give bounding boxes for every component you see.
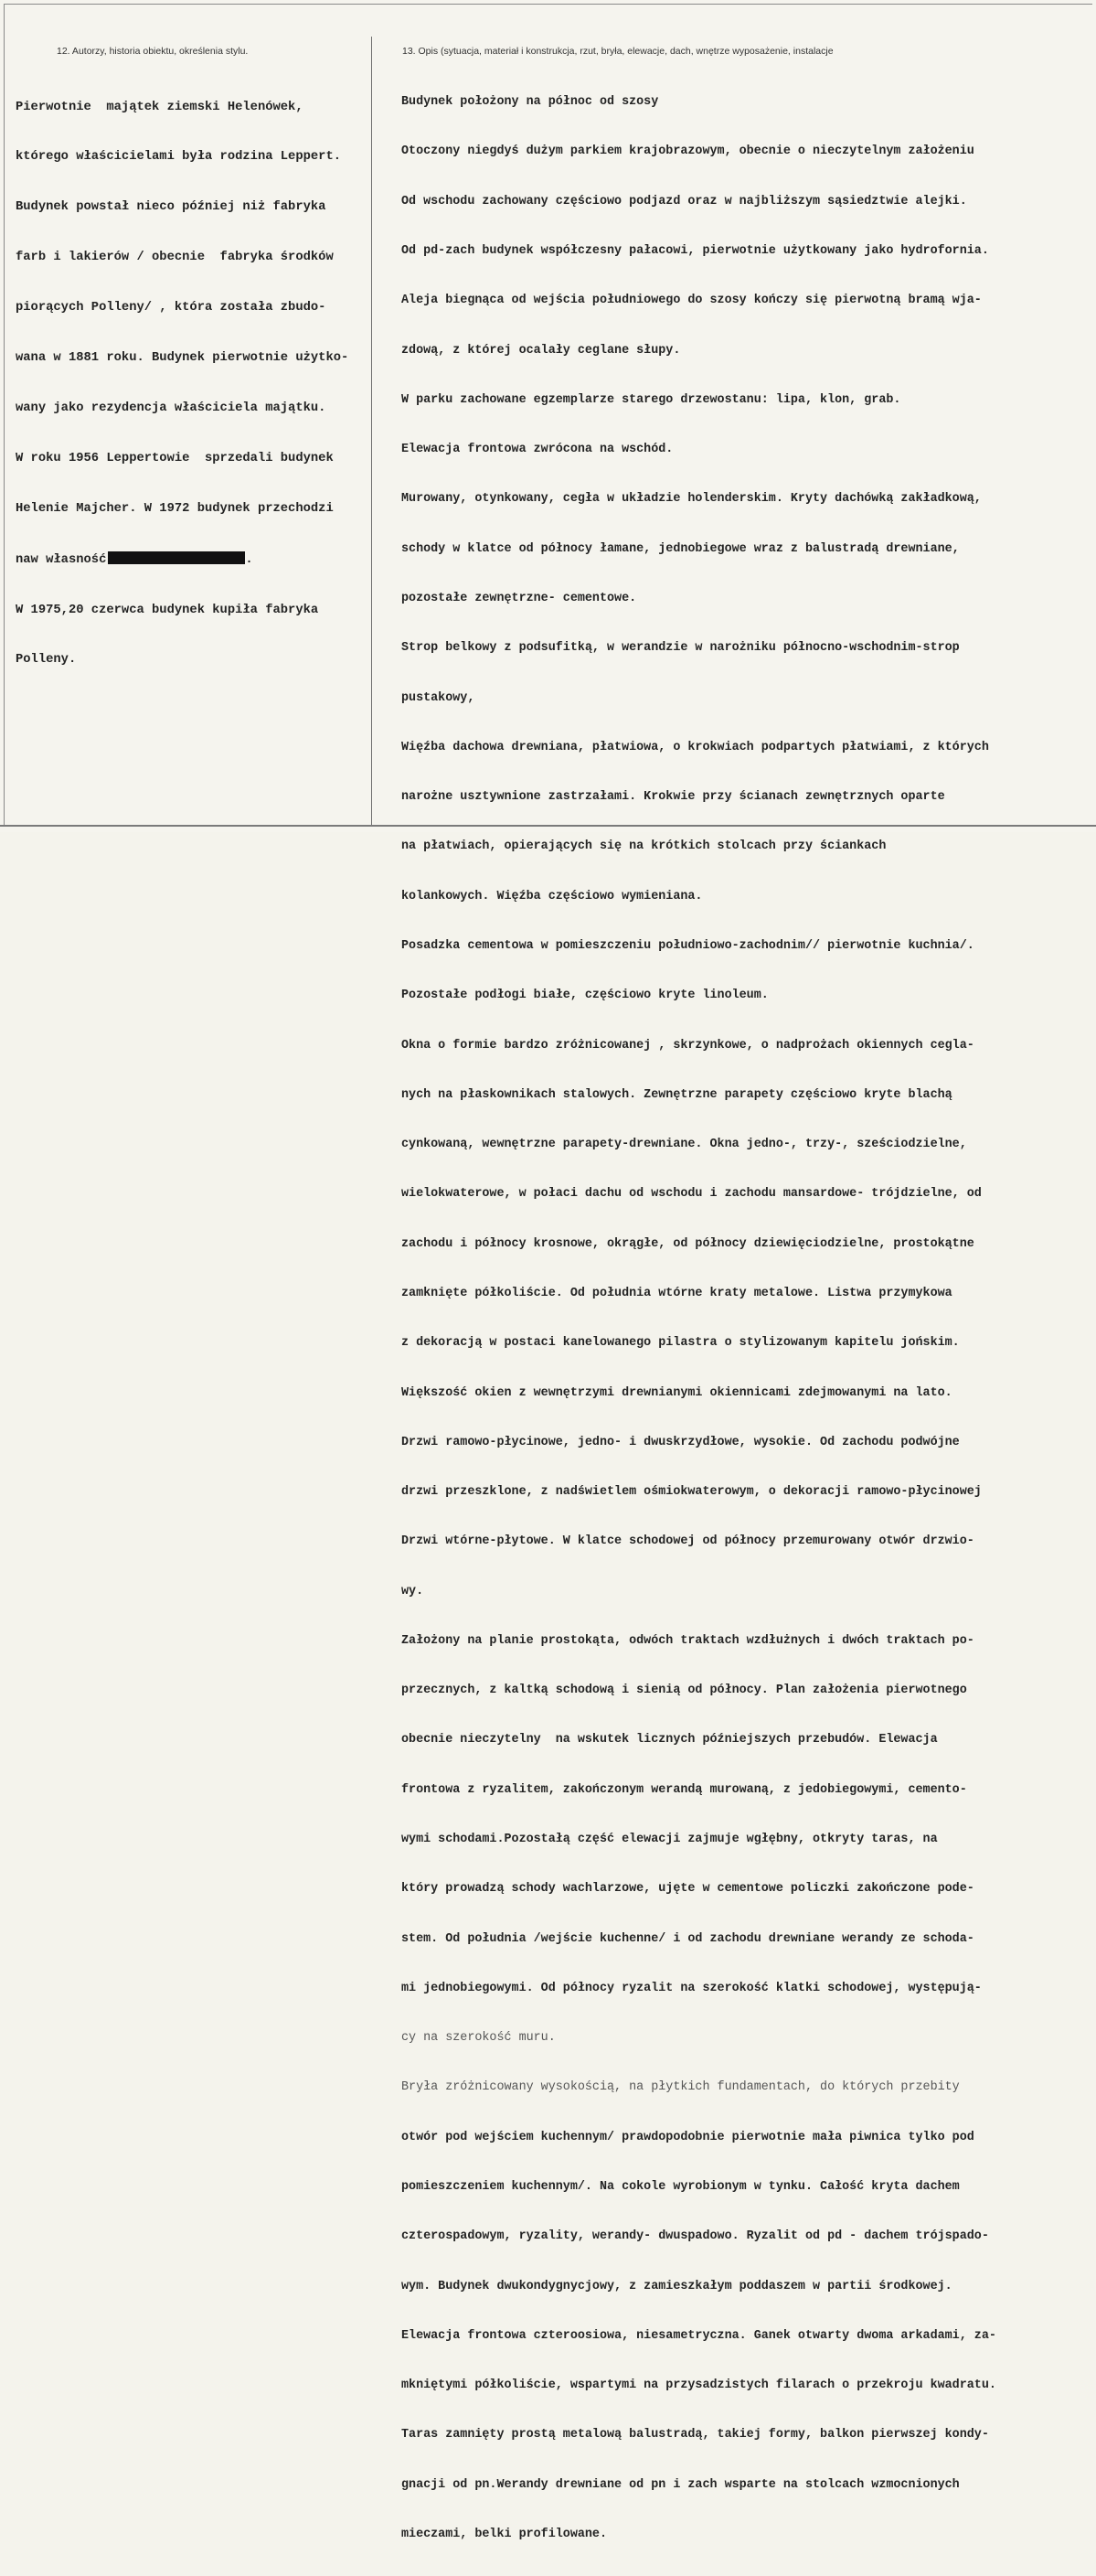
text-line: Murowany, otynkowany, cegła w układzie holenderskim. Kryty dachówką zakładkową, xyxy=(401,492,982,507)
text-line: pustakowy, xyxy=(401,690,475,705)
text-line: stem. Od południa /wejście kuchenne/ i od zachodu drewniane werandy ze schoda- xyxy=(401,1931,974,1946)
text-line: mkniętymi półkoliście, wspartymi na przysadzistych filarach o przekroju kwadratu. xyxy=(401,2378,996,2393)
text-line: cynkowaną, wewnętrzne parapety-drewniane. Okna jedno-, trzy-, sześciodzielne, xyxy=(401,1138,967,1152)
text-line: wielokwaterowe, w połaci dachu od wschodu i zachodu mansardowe- trójdzielne, od xyxy=(401,1187,982,1202)
text-line: wymi schodami.Pozostałą część elewacji zajmuje wgłębny, otkryty taras, na xyxy=(401,1833,938,1847)
text-line: piorących Polleny/ , która została zbudo- xyxy=(16,301,326,315)
text-line: wym. Budynek dwukondygnycjowy, z zamieszkałym poddaszem w partii środkowej. xyxy=(401,2279,952,2293)
text-line: pomieszczeniem kuchennym/. Na cokole wyrobionym w tynku. Całość kryta dachem xyxy=(401,2180,960,2194)
text-line: W roku 1956 Leppertowie sprzedali budynek xyxy=(16,451,334,465)
text-line: Helenie Majcher. W 1972 budynek przechodzi xyxy=(16,501,334,516)
redaction-bar xyxy=(108,551,245,564)
text-line: wana w 1881 roku. Budynek pierwotnie użytko- xyxy=(16,351,349,366)
text-line: Okna o formie bardzo zróżnicowanej , skrzynkowe, o nadprożach okiennych cegla- xyxy=(401,1038,974,1053)
text-line: na płatwiach, opierających się na krótkich stolcach przy ściankach xyxy=(401,839,887,854)
text-line: zdową, z której ocalały ceglane słupy. xyxy=(401,343,681,358)
text-line-redacted xyxy=(16,551,367,569)
text-line: Większość okien z wewnętrzymi drewnianymi okiennicami zdejmowanymi na lato. xyxy=(401,1385,952,1400)
text-line: Założony na planie prostokąta, odwóch traktach wzdłużnych i dwóch traktach po- xyxy=(401,1633,974,1648)
text-fragment: naw własność xyxy=(16,552,107,567)
text-line: mieczami, belki profilowane. xyxy=(401,2527,607,2541)
text-line: kolankowych. Więźba częściowo wymieniana. xyxy=(401,889,703,903)
section-12-text xyxy=(16,66,367,702)
text-line: Od pd-zach budynek współczesny pałacowi, pierwotnie użytkowany jako hydrofornia. xyxy=(401,244,989,259)
text-line: Od wschodu zachowany częściowo podjazd oraz w najbliższym sąsiedztwie alejki. xyxy=(401,194,967,208)
section-13-heading: 13. Opis (sytuacja, materiał i konstrukcja, rzut, bryła, elewacje, dach, wnętrze wyposażenie, instalacje xyxy=(402,46,834,57)
text-line: wy. xyxy=(401,1584,424,1598)
text-line: Drzwi wtórne-płytowe. W klatce schodowej od północy przemurowany otwór drzwio- xyxy=(401,1534,974,1549)
text-line: Polleny. xyxy=(16,653,77,668)
text-line: frontowa z ryzalitem, zakończonym werandą murowaną, z jedobiegowymi, cemento- xyxy=(401,1782,967,1797)
text-line: schody w klatce od północy łamane, jednobiegowe wraz z balustradą drewniane, xyxy=(401,541,960,556)
text-line: z dekoracją w postaci kanelowanego pilastra o stylizowanym kapitelu jońskim. xyxy=(401,1336,960,1351)
text-line: Posadzka cementowa w pomieszczeniu południowo-zachodnim// pierwotnie kuchnia/. xyxy=(401,938,974,953)
text-line: Elewacja frontowa zwrócona na wschód. xyxy=(401,443,674,457)
text-line: otwór pod wejściem kuchennym/ prawdopodobnie pierwotnie mała piwnica tylko pod xyxy=(401,2130,974,2144)
text-line: gnacji od pn.Werandy drewniane od pn i zach wsparte na stolcach wzmocnionych xyxy=(401,2477,960,2492)
text-line: nych na płaskownikach stalowych. Zewnętrzne parapety częściowo kryte blachą xyxy=(401,1087,952,1102)
text-line: pozostałe zewnętrzne- cementowe. xyxy=(401,592,637,605)
text-line: Taras zamnięty prostą metalową balustradą, takiej formy, balkon pierwszej kondy- xyxy=(401,2428,989,2442)
text-line: Pierwotnie majątek ziemski Helenówek, xyxy=(16,100,303,114)
text-line: Budynek powstał nieco później niż fabryka xyxy=(16,200,326,215)
text-line: Otoczony niegdyś dużym parkiem krajobrazowym, obecnie o nieczytelnym założeniu xyxy=(401,144,974,159)
text-line: narożne usztywnione zastrzałami. Krokwie przy ścianach zewnętrznych oparte xyxy=(401,790,945,805)
text-line: Strop belkowy z podsufitką, w werandzie w narożniku północno-wschodnim-strop xyxy=(401,641,960,656)
text-line: mi jednobiegowymi. Od północy ryzalit na szerokość klatki schodowej, występują- xyxy=(401,1981,982,1995)
column-divider xyxy=(371,37,372,825)
text-line: zachodu i północy krosnowe, okrągłe, od północy dziewięciodzielne, prostokątne xyxy=(401,1236,974,1251)
text-line: Więźba dachowa drewniana, płatwiowa, o krokwiach podpartych płatwiami, z których xyxy=(401,740,989,754)
text-line: W parku zachowane egzemplarze starego drzewostanu: lipa, klon, grab. xyxy=(401,392,901,407)
section-13-text xyxy=(401,61,1091,2576)
text-line: W 1975,20 czerwca budynek kupiła fabryka xyxy=(16,603,319,617)
text-line: Elewacja frontowa czteroosiowa, niesametryczna. Ganek otwarty dwoma arkadami, za- xyxy=(401,2328,996,2343)
text-line: którego właścicielami była rodzina Leppert. xyxy=(16,150,342,165)
text-fragment: . xyxy=(245,552,253,567)
text-line: obecnie nieczytelny na wskutek licznych późniejszych przebudów. Elewacja xyxy=(401,1733,938,1748)
text-line: Budynek położony na północ od szosy xyxy=(401,95,659,110)
section-12-heading: 12. Autorzy, historia obiektu, określenia stylu. xyxy=(57,46,249,57)
text-line: Pozostałe podłogi białe, częściowo kryte linoleum. xyxy=(401,989,769,1003)
text-line: drzwi przeszklone, z nadświetlem ośmiokwaterowym, o dekoracji ramowo-płycinowej xyxy=(401,1485,982,1500)
text-line: Drzwi ramowo-płycinowe, jedno- i dwuskrzydłowe, wysokie. Od zachodu podwójne xyxy=(401,1435,960,1449)
text-line: czterospadowym, ryzality, werandy- dwuspadowo. Ryzalit od pd - dachem trójspado- xyxy=(401,2229,989,2244)
text-line: który prowadzą schody wachlarzowe, ujęte w cementowe policzki zakończone pode- xyxy=(401,1882,974,1897)
text-line: Aleja biegnąca od wejścia południowego do szosy kończy się pierwotną bramą wja- xyxy=(401,294,982,308)
text-line: zamknięte półkoliście. Od południa wtórne kraty metalowe. Listwa przymykowa xyxy=(401,1286,952,1300)
text-line: przecznych, z kaltką schodową i sienią od północy. Plan założenia pierwotnego xyxy=(401,1683,967,1698)
text-line: wany jako rezydencja właściciela majątku. xyxy=(16,401,326,415)
text-line-faint: Bryła zróżnicowany wysokością, na płytkich fundamentach, do których przebity xyxy=(401,2080,960,2095)
text-line-faint: cy na szerokość muru. xyxy=(401,2031,556,2046)
text-line: farb i lakierów / obecnie fabryka środków xyxy=(16,251,334,265)
